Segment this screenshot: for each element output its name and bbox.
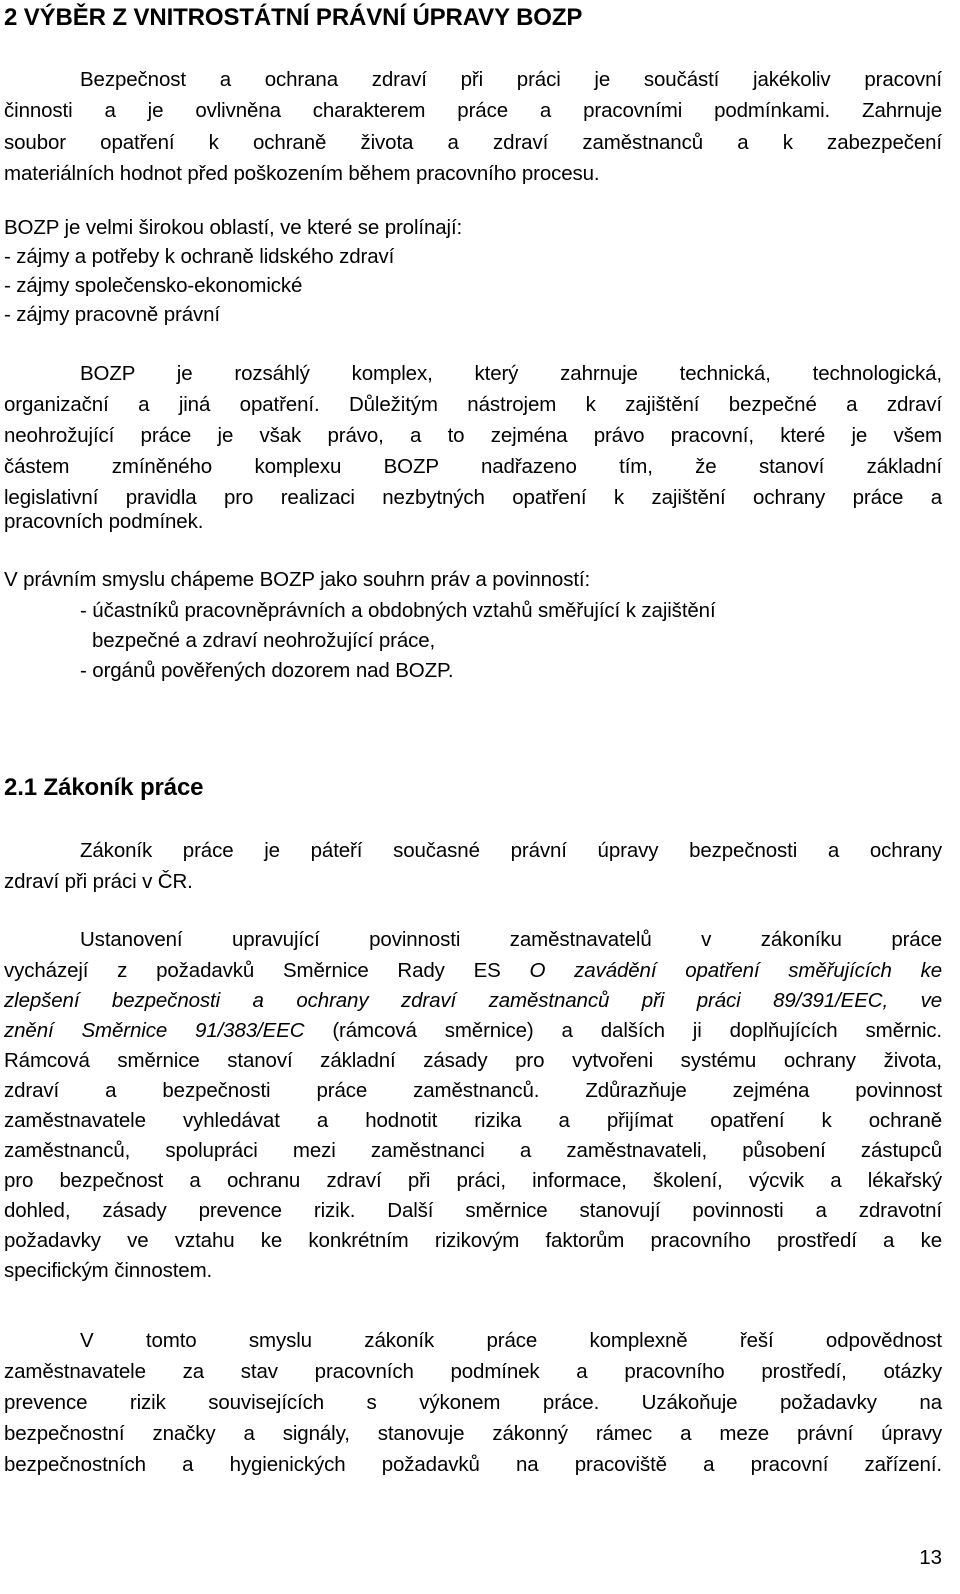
directive-title: znění Směrnice 91/383/EEC [4, 1019, 305, 1042]
paragraph-line: požadavky ve vztahu ke konkrétním rizikovým faktorům pracovního prostředí a ke [4, 1229, 942, 1252]
paragraph-line: zaměstnanců, spolupráci mezi zaměstnanci a zaměstnavateli, působení zástupců [4, 1139, 942, 1162]
list-item-continuation: bezpečné a zdraví neohrožující práce, [92, 629, 436, 652]
paragraph-line: V tomto smyslu zákoník práce komplexně řeší odpovědnost [80, 1329, 942, 1352]
paragraph-line: Ustanovení upravující povinnosti zaměstnavatelů v zákoníku práce [80, 928, 942, 951]
paragraph-line: legislativní pravidla pro realizaci nezbytných opatření k zajištění ochrany práce a [4, 486, 942, 509]
paragraph-line: činnosti a je ovlivněna charakterem práce a pracovními podmínkami. Zahrnuje [4, 99, 942, 122]
list-item: - zájmy společensko-ekonomické [4, 274, 303, 297]
subsection-heading: 2.1 Zákoník práce [4, 774, 204, 801]
paragraph-line: dohled, zásady prevence rizik. Další směrnice stanovují povinnosti a zdravotní [4, 1199, 942, 1222]
directive-title: zlepšení bezpečnosti a ochrany zdraví zaměstnanců při práci 89/391/EEC, ve [4, 989, 942, 1012]
paragraph-line: Bezpečnost a ochrana zdraví při práci je součástí jakékoliv pracovní [80, 68, 942, 91]
page-number: 13 [919, 1546, 942, 1569]
paragraph-line: bezpečnostních a hygienických požadavků na pracoviště a pracovní zařízení. [4, 1453, 942, 1476]
paragraph-line: prevence rizik souvisejících s výkonem práce. Uzákoňuje požadavky na [4, 1391, 942, 1414]
paragraph-line: specifickým činnostem. [4, 1259, 213, 1282]
paragraph-line [4, 1015, 942, 1047]
directive-title: O zavádění opatření směřujících ke [529, 959, 942, 982]
paragraph-line: soubor opatření k ochraně života a zdraví zaměstnanců a k zabezpečení [4, 131, 942, 154]
text-run: vycházejí z požadavků Směrnice Rady ES [4, 959, 530, 982]
paragraph-line: BOZP je rozsáhlý komplex, který zahrnuje technická, technologická, [80, 362, 942, 385]
paragraph-line [4, 985, 942, 1017]
paragraph-line: organizační a jiná opatření. Důležitým nástrojem k zajištění bezpečné a zdraví [4, 393, 942, 416]
text-run: (rámcová směrnice) a dalších ji doplňujících směrnic. [304, 1019, 942, 1042]
paragraph-line: Rámcová směrnice stanoví základní zásady pro vytvořeni systému ochrany života, [4, 1049, 942, 1072]
paragraph-line: zdraví a bezpečnosti práce zaměstnanců. Zdůrazňuje zejména povinnost [4, 1079, 942, 1102]
list-item: - orgánů pověřených dozorem nad BOZP. [80, 659, 454, 682]
paragraph-line: bezpečnostní značky a signály, stanovuje zákonný rámec a meze právní úpravy [4, 1422, 942, 1445]
paragraph-line [4, 955, 942, 987]
list-intro: BOZP je velmi širokou oblastí, ve které se prolínají: [4, 216, 463, 239]
paragraph-line: pro bezpečnost a ochranu zdraví při práci, informace, školení, výcvik a lékařský [4, 1169, 942, 1192]
paragraph-line: Zákoník práce je páteří současné právní úpravy bezpečnosti a ochrany [80, 839, 942, 862]
paragraph-line: materiálních hodnot před poškozením během pracovního procesu. [4, 162, 600, 185]
paragraph-line: zdraví při práci v ČR. [4, 870, 193, 893]
paragraph-line: zaměstnavatele vyhledávat a hodnotit rizika a přijímat opatření k ochraně [4, 1109, 942, 1132]
list-item: - zájmy a potřeby k ochraně lidského zdraví [4, 245, 395, 268]
section-heading: 2 VÝBĚR Z VNITROSTÁTNÍ PRÁVNÍ ÚPRAVY BOZP [4, 4, 583, 31]
paragraph-line: zaměstnavatele za stav pracovních podmínek a pracovního prostředí, otázky [4, 1360, 942, 1383]
list-item: - účastníků pracovněprávních a obdobných vztahů směřující k zajištění [80, 599, 716, 622]
list-intro: V právním smyslu chápeme BOZP jako souhrn práv a povinností: [4, 568, 591, 591]
paragraph-line: částem zmíněného komplexu BOZP nadřazeno tím, že stanoví základní [4, 455, 942, 478]
paragraph-line: neohrožující práce je však právo, a to zejména právo pracovní, které je všem [4, 424, 942, 447]
list-item: - zájmy pracovně právní [4, 303, 220, 326]
paragraph-line: pracovních podmínek. [4, 510, 204, 533]
